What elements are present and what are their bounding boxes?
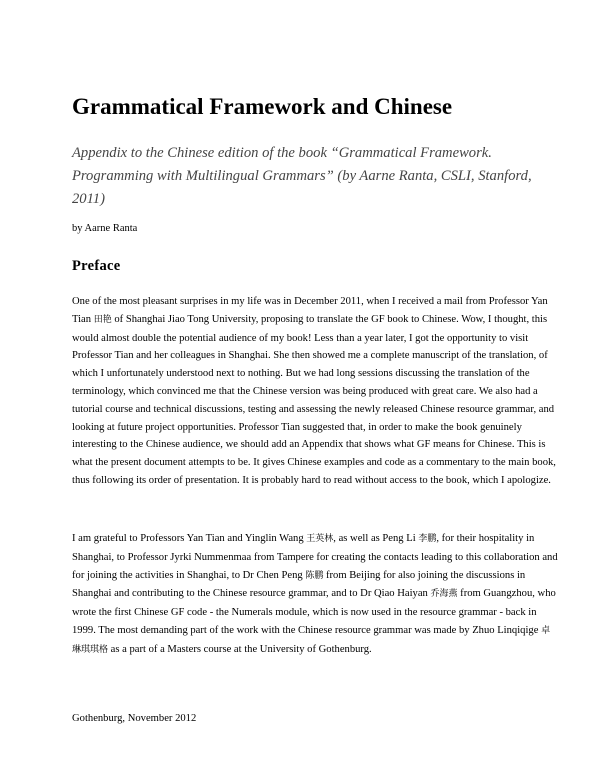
paragraph-text: as a part of a Masters course at the University of Gothenburg. — [108, 643, 372, 655]
preface-paragraph-1 — [72, 293, 558, 490]
preface-paragraph-2 — [72, 530, 558, 660]
paragraph-text: I am grateful to Professors Yan Tian and Yinglin Wang — [72, 533, 307, 544]
chinese-name: 李鹏 — [418, 534, 437, 544]
section-heading-preface: Preface — [72, 258, 121, 274]
paragraph-text: of Shanghai Jiao Tong University, proposing to translate the GF book to Chinese. Wow, I thought, this would almost double the potential audience of my book! Less than a year later, I got the opportunity to visit Professor Tian and her colleagues in Shanghai. She then showed me a complete manuscript of the translation, of which I unfortunately understood next to nothing. But we had long sessions discussing the translation of the terminology, which convinced me that the Chinese version was being produced with great care. We also had a tutorial course and technical discussions, testing and assessing the newly released Chinese resource grammar, and looking at future project opportunities. Professor Tian suggested that, in order to make the book genuinely interesting to the Chinese audience, we should add an Appendix that shows what GF means for Chinese. This is what the present document attempts to be. It gives Chinese examples and code as a commentary to the main book, thus following its order of presentation. It is probably hard to read without access to the book, which I apologize. — [72, 313, 556, 486]
chinese-name: 田艳 — [93, 314, 112, 325]
document-title: Grammatical Framework and Chinese — [72, 94, 453, 119]
author-byline: by Aarne Ranta — [72, 223, 138, 234]
chinese-name: 卓琳琪琪格 — [72, 625, 551, 655]
paragraph-text: from Guangzhou, who wrote the first Chinese GF code - the Numerals module, which is now used in the resource grammar - back in 1999. The most demanding part of the work with the Chinese resource grammar was made by Zhuo Linqiqige — [72, 588, 556, 636]
paragraph-text: One of the most pleasant surprises in my life was in December 2011, when I received a mail from Professor Yan Tian — [72, 296, 548, 325]
chinese-name: 王英林 — [306, 534, 334, 544]
chinese-name: 乔海燕 — [430, 589, 458, 600]
chinese-name: 陈鹏 — [305, 570, 324, 581]
document-subtitle: Appendix to the Chinese edition of the book “Grammatical Framework. Programming with Multilingual Grammars” (by Aarne Ranta, CSLI, Stanford, 2011) — [72, 145, 532, 207]
paragraph-text: , for their hospitality in Shanghai, to Professor Jyrki Nummenmaa from Tampere for creating the contacts leading to this collaboration and for joining the activities in Shanghai, to Dr Chen Peng — [72, 533, 558, 581]
paragraph-text: from Beijing for also joining the discussions in Shanghai and contributing to the Chinese resource grammar, and to Dr Qiao Haiyan — [72, 569, 526, 600]
paragraph-text: , as well as Peng Li — [333, 533, 419, 544]
closing-place-date: Gothenburg, November 2012 — [72, 713, 197, 724]
